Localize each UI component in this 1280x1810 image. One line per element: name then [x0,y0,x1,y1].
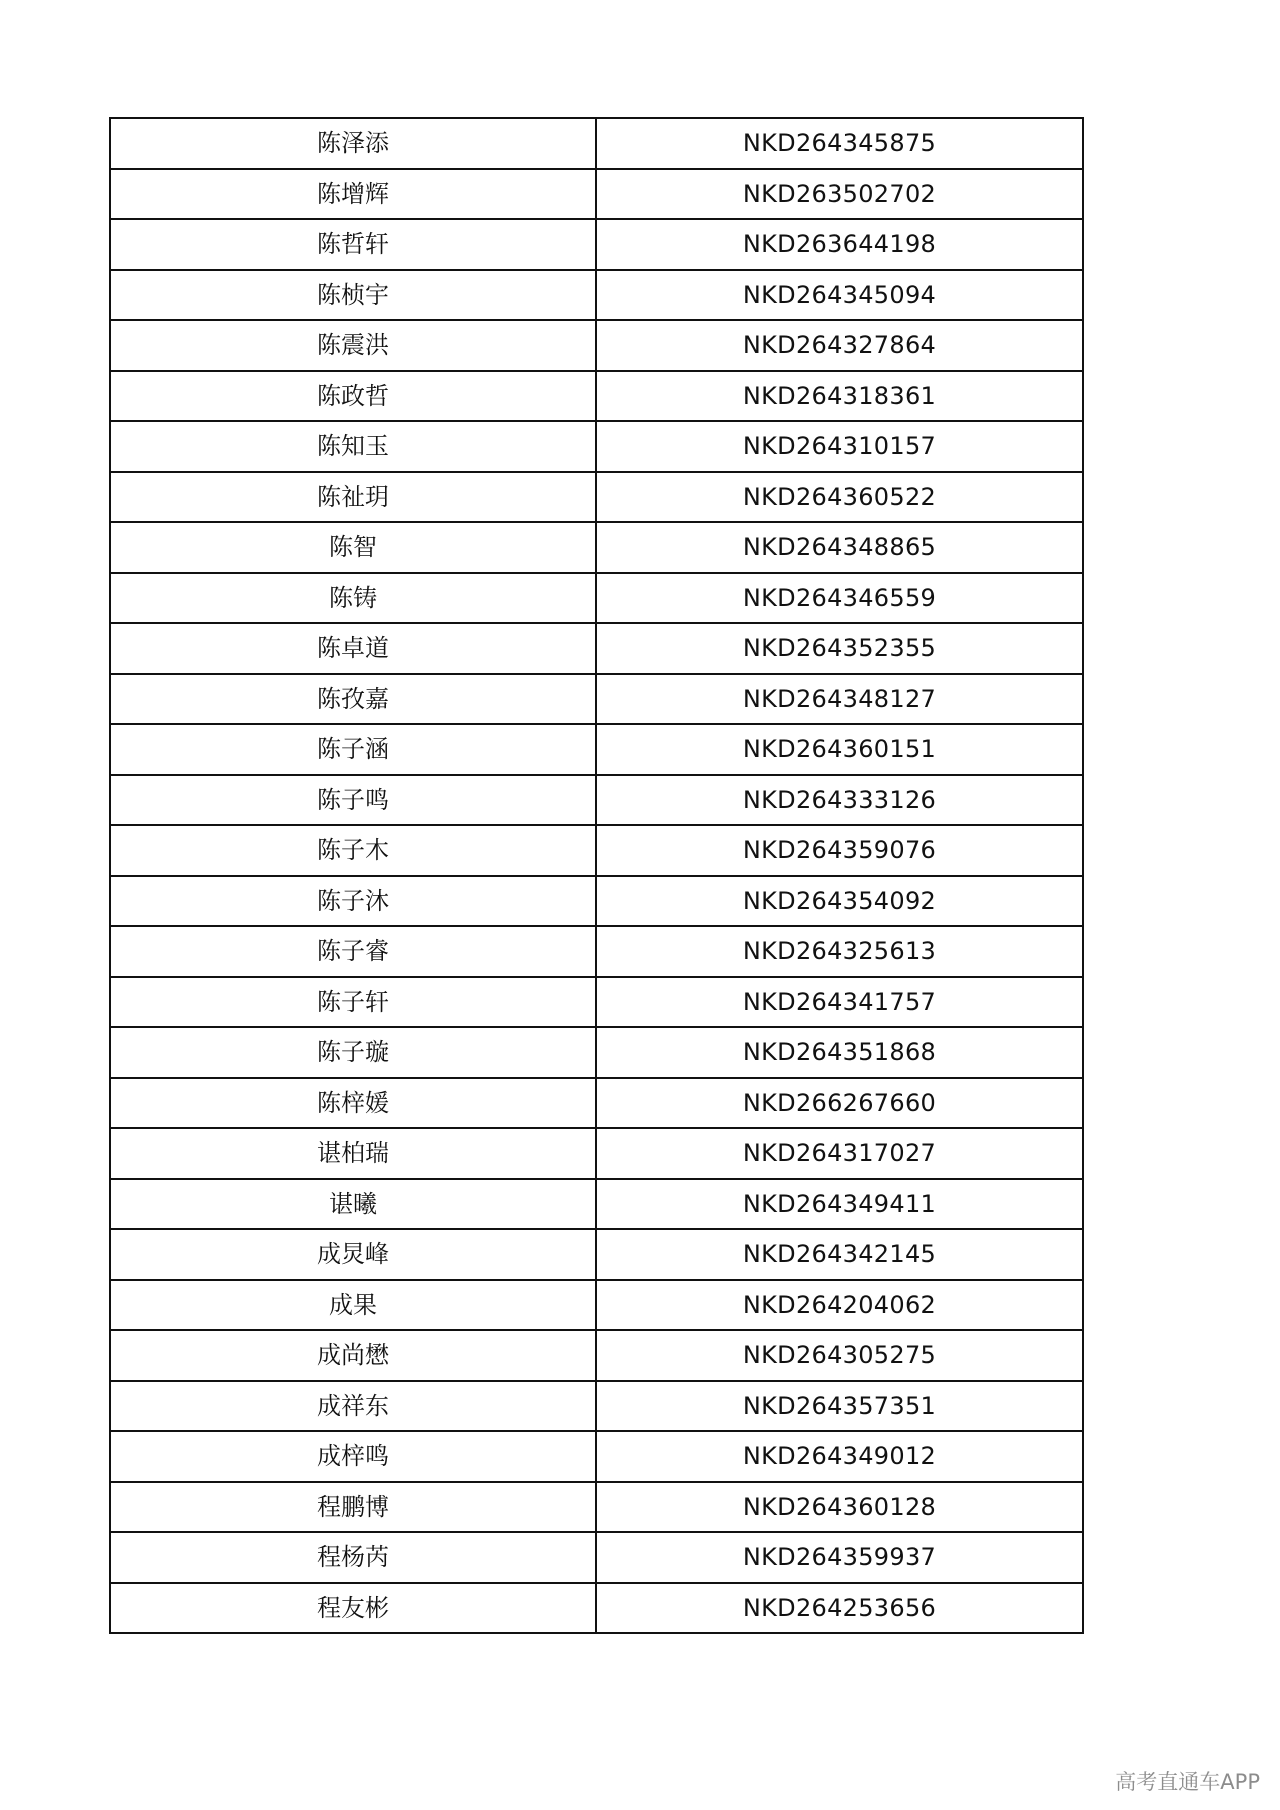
table-row [110,1179,1083,1230]
table-row [110,1583,1083,1634]
table-row [110,1078,1083,1129]
exam-id-cell: NKD264346559 [596,573,1083,624]
student-name-cell: 陈子睿 [110,926,596,977]
student-name-cell: 陈孜嘉 [110,674,596,725]
student-name-cell: 程杨芮 [110,1532,596,1583]
exam-id-cell: NKD264359937 [596,1532,1083,1583]
exam-id-cell: NKD264253656 [596,1583,1083,1634]
table-row [110,573,1083,624]
table-row [110,270,1083,321]
student-name-cell: 陈子轩 [110,977,596,1028]
student-name-cell: 谌曦 [110,1179,596,1230]
table-row [110,421,1083,472]
exam-id-cell: NKD264305275 [596,1330,1083,1381]
student-name-cell: 陈子沐 [110,876,596,927]
table-row [110,876,1083,927]
student-name-cell: 陈子璇 [110,1027,596,1078]
table-row [110,1381,1083,1432]
exam-id-cell: NKD264318361 [596,371,1083,422]
table-row [110,522,1083,573]
student-name-cell: 陈卓道 [110,623,596,674]
table-row [110,118,1083,169]
student-name-cell: 陈子鸣 [110,775,596,826]
student-name-cell: 陈智 [110,522,596,573]
exam-id-cell: NKD264360151 [596,724,1083,775]
exam-id-cell: NKD264317027 [596,1128,1083,1179]
table-row [110,926,1083,977]
exam-id-cell: NKD264333126 [596,775,1083,826]
student-name-cell: 陈铸 [110,573,596,624]
exam-id-cell: NKD264360128 [596,1482,1083,1533]
exam-id-cell: NKD264325613 [596,926,1083,977]
table-row [110,623,1083,674]
table-row [110,1330,1083,1381]
table-row [110,1027,1083,1078]
exam-id-cell: NKD264351868 [596,1027,1083,1078]
table-row [110,1532,1083,1583]
table-row [110,320,1083,371]
student-name-cell: 陈知玉 [110,421,596,472]
watermark: 高考直通车APP [1115,1770,1260,1794]
student-name-cell: 成尚懋 [110,1330,596,1381]
exam-id-cell: NKD264310157 [596,421,1083,472]
exam-id-cell: NKD264341757 [596,977,1083,1028]
exam-id-cell: NKD264348127 [596,674,1083,725]
exam-id-cell: NKD264352355 [596,623,1083,674]
exam-id-cell: NKD264360522 [596,472,1083,523]
student-name-cell: 陈祉玥 [110,472,596,523]
student-name-cell: 陈子涵 [110,724,596,775]
roster-table [109,117,1084,1634]
exam-id-cell: NKD264349012 [596,1431,1083,1482]
exam-id-cell: NKD264357351 [596,1381,1083,1432]
table-row [110,472,1083,523]
table-row [110,724,1083,775]
table-row [110,1128,1083,1179]
student-name-cell: 陈泽添 [110,118,596,169]
student-name-cell: 成炅峰 [110,1229,596,1280]
student-name-cell: 成祥东 [110,1381,596,1432]
exam-id-cell: NKD263502702 [596,169,1083,220]
roster-body [110,118,1083,1633]
student-name-cell: 陈梓媛 [110,1078,596,1129]
table-row [110,371,1083,422]
student-name-cell: 成果 [110,1280,596,1331]
exam-id-cell: NKD264204062 [596,1280,1083,1331]
student-name-cell: 成梓鸣 [110,1431,596,1482]
table-row [110,775,1083,826]
table-row [110,1431,1083,1482]
table-row [110,825,1083,876]
student-name-cell: 程友彬 [110,1583,596,1634]
table-row [110,1482,1083,1533]
table-row [110,674,1083,725]
exam-id-cell: NKD264327864 [596,320,1083,371]
table-row [110,1229,1083,1280]
table-row [110,169,1083,220]
exam-id-cell: NKD263644198 [596,219,1083,270]
exam-id-cell: NKD264345094 [596,270,1083,321]
exam-id-cell: NKD264359076 [596,825,1083,876]
student-name-cell: 谌柏瑞 [110,1128,596,1179]
exam-id-cell: NKD266267660 [596,1078,1083,1129]
exam-id-cell: NKD264349411 [596,1179,1083,1230]
student-name-cell: 陈震洪 [110,320,596,371]
student-name-cell: 陈子木 [110,825,596,876]
exam-id-cell: NKD264354092 [596,876,1083,927]
student-name-cell: 陈哲轩 [110,219,596,270]
student-name-cell: 陈政哲 [110,371,596,422]
table-row [110,219,1083,270]
exam-id-cell: NKD264342145 [596,1229,1083,1280]
student-name-cell: 陈桢宇 [110,270,596,321]
student-name-cell: 程鹏博 [110,1482,596,1533]
table-row [110,1280,1083,1331]
table-row [110,977,1083,1028]
exam-id-cell: NKD264348865 [596,522,1083,573]
student-name-cell: 陈增辉 [110,169,596,220]
exam-id-cell: NKD264345875 [596,118,1083,169]
